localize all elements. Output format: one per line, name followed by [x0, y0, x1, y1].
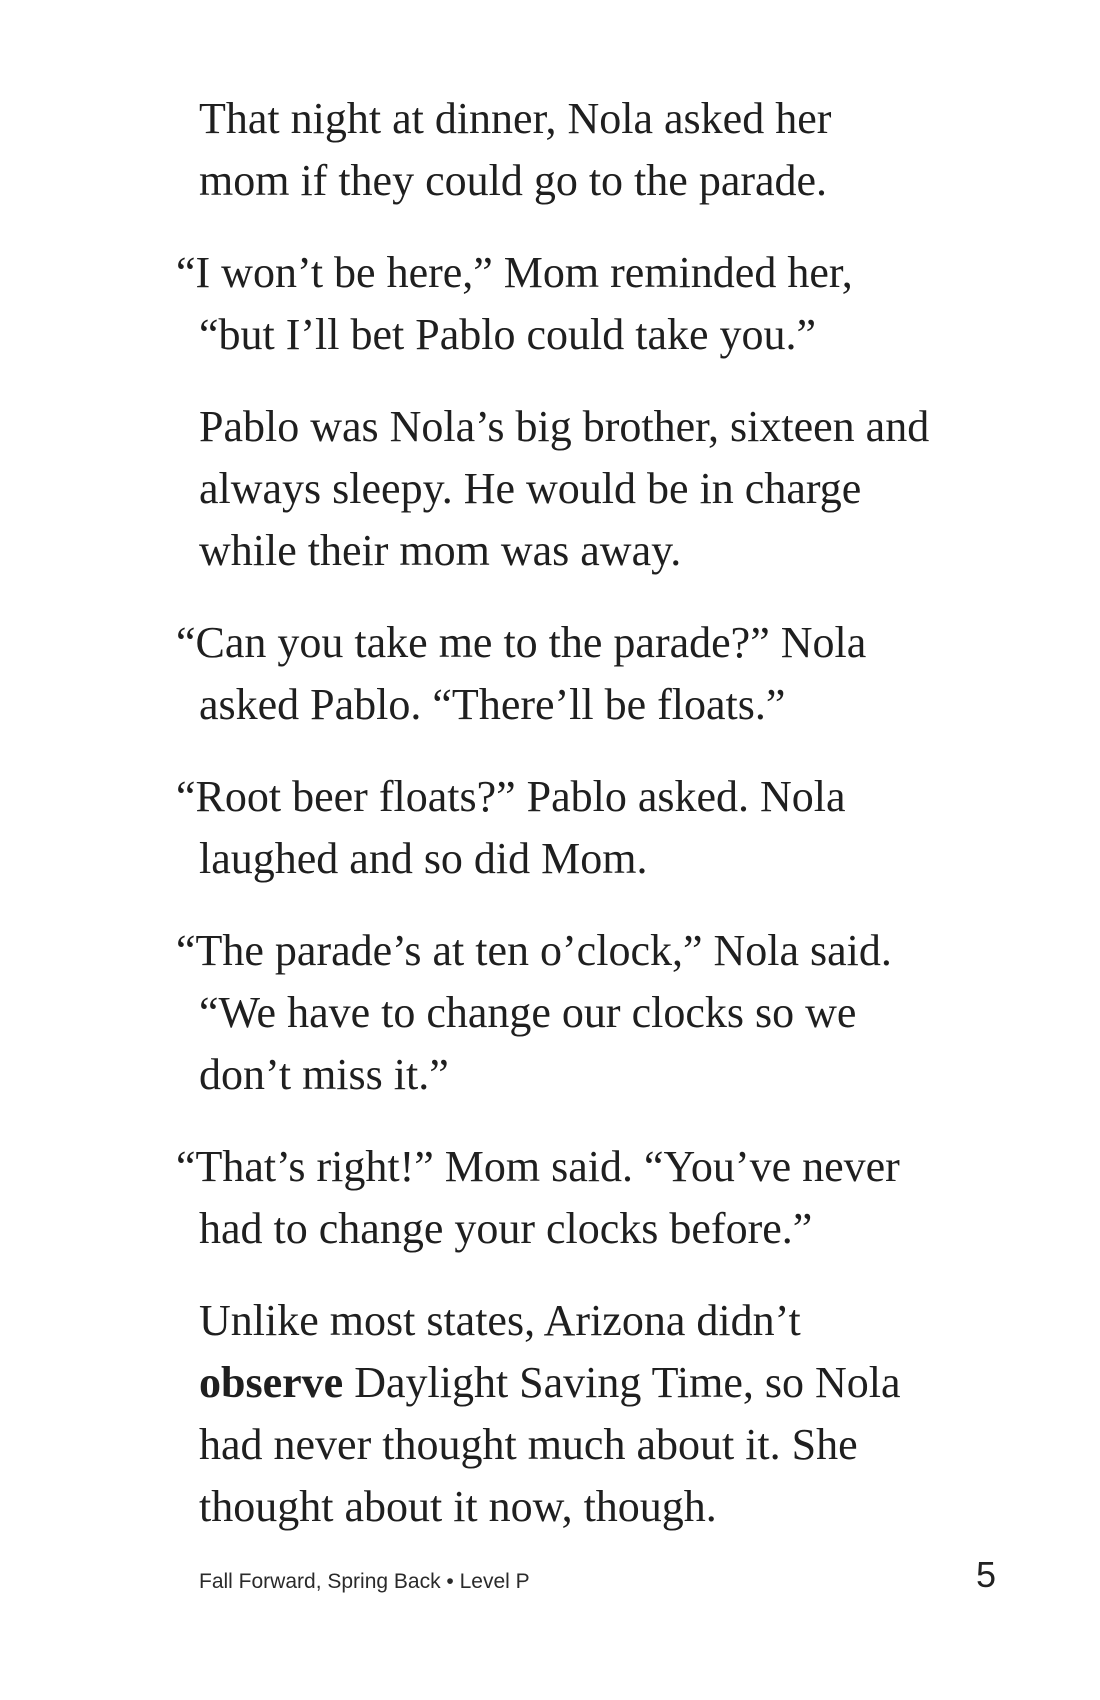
paragraph-2	[0, 242, 1100, 366]
paragraph-8	[0, 1290, 1100, 1538]
text-line: while their mom was away.	[199, 526, 682, 575]
text-line: had to change your clocks before.”	[199, 1204, 813, 1253]
text-line: laughed and so did Mom.	[199, 834, 648, 883]
paragraph-6	[0, 920, 1100, 1106]
book-footer: Fall Forward, Spring Back • Level P	[199, 1570, 530, 1593]
text-line: “That’s right!” Mom said. “You’ve never	[176, 1142, 900, 1191]
text-line	[199, 1352, 1060, 1414]
text-line: don’t miss it.”	[199, 1050, 449, 1099]
text-line: had never thought much about it. She	[199, 1420, 858, 1469]
text-fragment: Daylight Saving Time, so Nola	[343, 1358, 901, 1407]
text-line: That night at dinner, Nola asked her	[199, 94, 832, 143]
paragraph-3	[0, 396, 1100, 582]
story-text	[0, 88, 1100, 1568]
text-line: “The parade’s at ten o’clock,” Nola said.	[176, 926, 892, 975]
paragraph-4	[0, 612, 1100, 736]
text-line: asked Pablo. “There’ll be floats.”	[199, 680, 786, 729]
text-line: thought about it now, though.	[199, 1482, 717, 1531]
text-line: Pablo was Nola’s big brother, sixteen and	[199, 402, 930, 451]
text-line: “We have to change our clocks so we	[199, 988, 857, 1037]
paragraph-5	[0, 766, 1100, 890]
text-line: mom if they could go to the parade.	[199, 156, 828, 205]
vocabulary-word: observe	[199, 1358, 344, 1407]
paragraph-7	[0, 1136, 1100, 1260]
page-number: 5	[975, 1554, 996, 1595]
paragraph-1	[0, 88, 1100, 212]
text-line: always sleepy. He would be in charge	[199, 464, 862, 513]
text-line: “Can you take me to the parade?” Nola	[176, 618, 867, 667]
text-line: “Root beer floats?” Pablo asked. Nola	[176, 772, 846, 821]
text-line: “I won’t be here,” Mom reminded her,	[176, 248, 853, 297]
text-line: “but I’ll bet Pablo could take you.”	[199, 310, 817, 359]
text-line: Unlike most states, Arizona didn’t	[199, 1296, 801, 1345]
